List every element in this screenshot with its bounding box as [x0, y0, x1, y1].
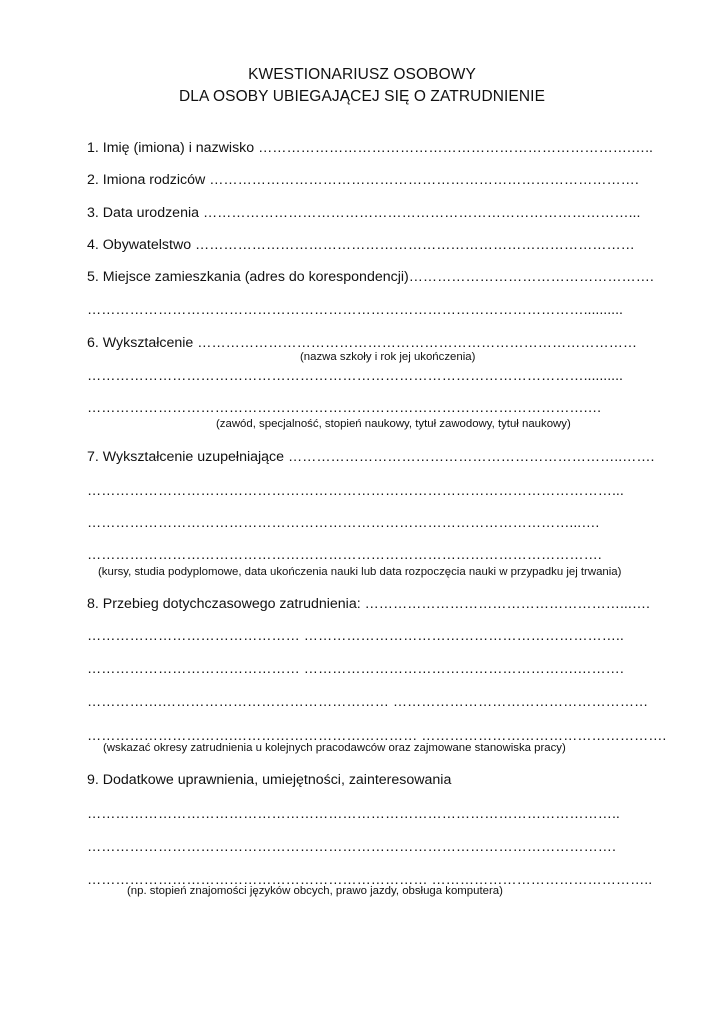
form-title: KWESTIONARIUSZ OSOBOWY [248, 66, 476, 83]
field-employment-line-4[interactable]: ………………………….………………………………… ……………………………………………. [87, 728, 667, 744]
field-additional-education-line-1[interactable]: …………………………………………………………………………………………………... [87, 483, 624, 499]
field-additional-education-line-2[interactable]: …………………………………………………………………………………………...…. [87, 515, 600, 531]
field-additional-education-line-3[interactable]: ………………………………………………………………………………………………. [87, 547, 602, 563]
field-education-line-2[interactable]: …………………………………………………………………………………………….… [87, 400, 602, 416]
field-additional-education[interactable]: 7. Wykształcenie uzupełniające ……………………………………………………………..……. [87, 449, 655, 465]
field-address-continued[interactable]: …………………………………………………………………………………………….......... [87, 302, 623, 318]
field-additional-skills: 9. Dodatkowe uprawnienia, umiejętności, zainteresowania [87, 772, 452, 788]
field-employment-line-1[interactable]: ……………………………………… ………………………………………………………….. [87, 628, 624, 644]
field-address[interactable]: 5. Miejsce zamieszkania (adres do korespondencji)……………………………………………. [87, 269, 654, 285]
field-employment-history[interactable]: 8. Przebieg dotychczasowego zatrudnienia: ………………………………………………...…. [87, 596, 650, 612]
field-education-line-1[interactable]: …………………………………………………………………………………………….......... [87, 368, 623, 384]
hint-profession: (zawód, specjalność, stopień naukowy, tytuł zawodowy, tytuł naukowy) [216, 418, 571, 430]
field-citizenship[interactable]: 4. Obywatelstwo ………………………………………………………………………………… [87, 237, 635, 253]
field-name[interactable]: 1. Imię (imiona) i nazwisko …………………………………………………………………….….. [87, 140, 653, 156]
form-subtitle: DLA OSOBY UBIEGAJĄCEJ SIĘ O ZATRUDNIENIE [178, 88, 546, 105]
hint-courses: (kursy, studia podyplomowe, data ukończenia nauki lub data rozpoczęcia nauki w przypadku jej trwania) [98, 566, 622, 578]
field-skills-line-2[interactable]: …………………………………………………………………………………………………. [87, 839, 616, 855]
field-employment-line-3[interactable]: …………….………………………………………… ……………………………………………… [87, 694, 649, 710]
field-education[interactable]: 6. Wykształcenie ………………………………………………………………………………… [87, 335, 638, 351]
hint-employment-periods: (wskazać okresy zatrudnienia u kolejnych pracodawców oraz zajmowane stanowiska pracy) [103, 742, 566, 754]
hint-school-name: (nazwa szkoły i rok jej ukończenia) [300, 351, 476, 363]
field-skills-line-1[interactable]: ………………………………………………………………………………………………….. [87, 806, 620, 822]
field-birth-date[interactable]: 3. Data urodzenia ………………………………………………………………………………... [87, 205, 641, 221]
hint-skills: (np. stopień znajomości języków obcych, prawo jazdy, obsługa komputera) [127, 885, 503, 897]
field-skills-line-3[interactable]: ……………………………………………………………… ……………………………………….. [87, 872, 653, 888]
field-parents-names[interactable]: 2. Imiona rodziców ………………………………………………………………………………. [87, 172, 639, 188]
field-employment-line-2[interactable]: ……………………………………… ………………………………………………….………. [87, 661, 624, 677]
